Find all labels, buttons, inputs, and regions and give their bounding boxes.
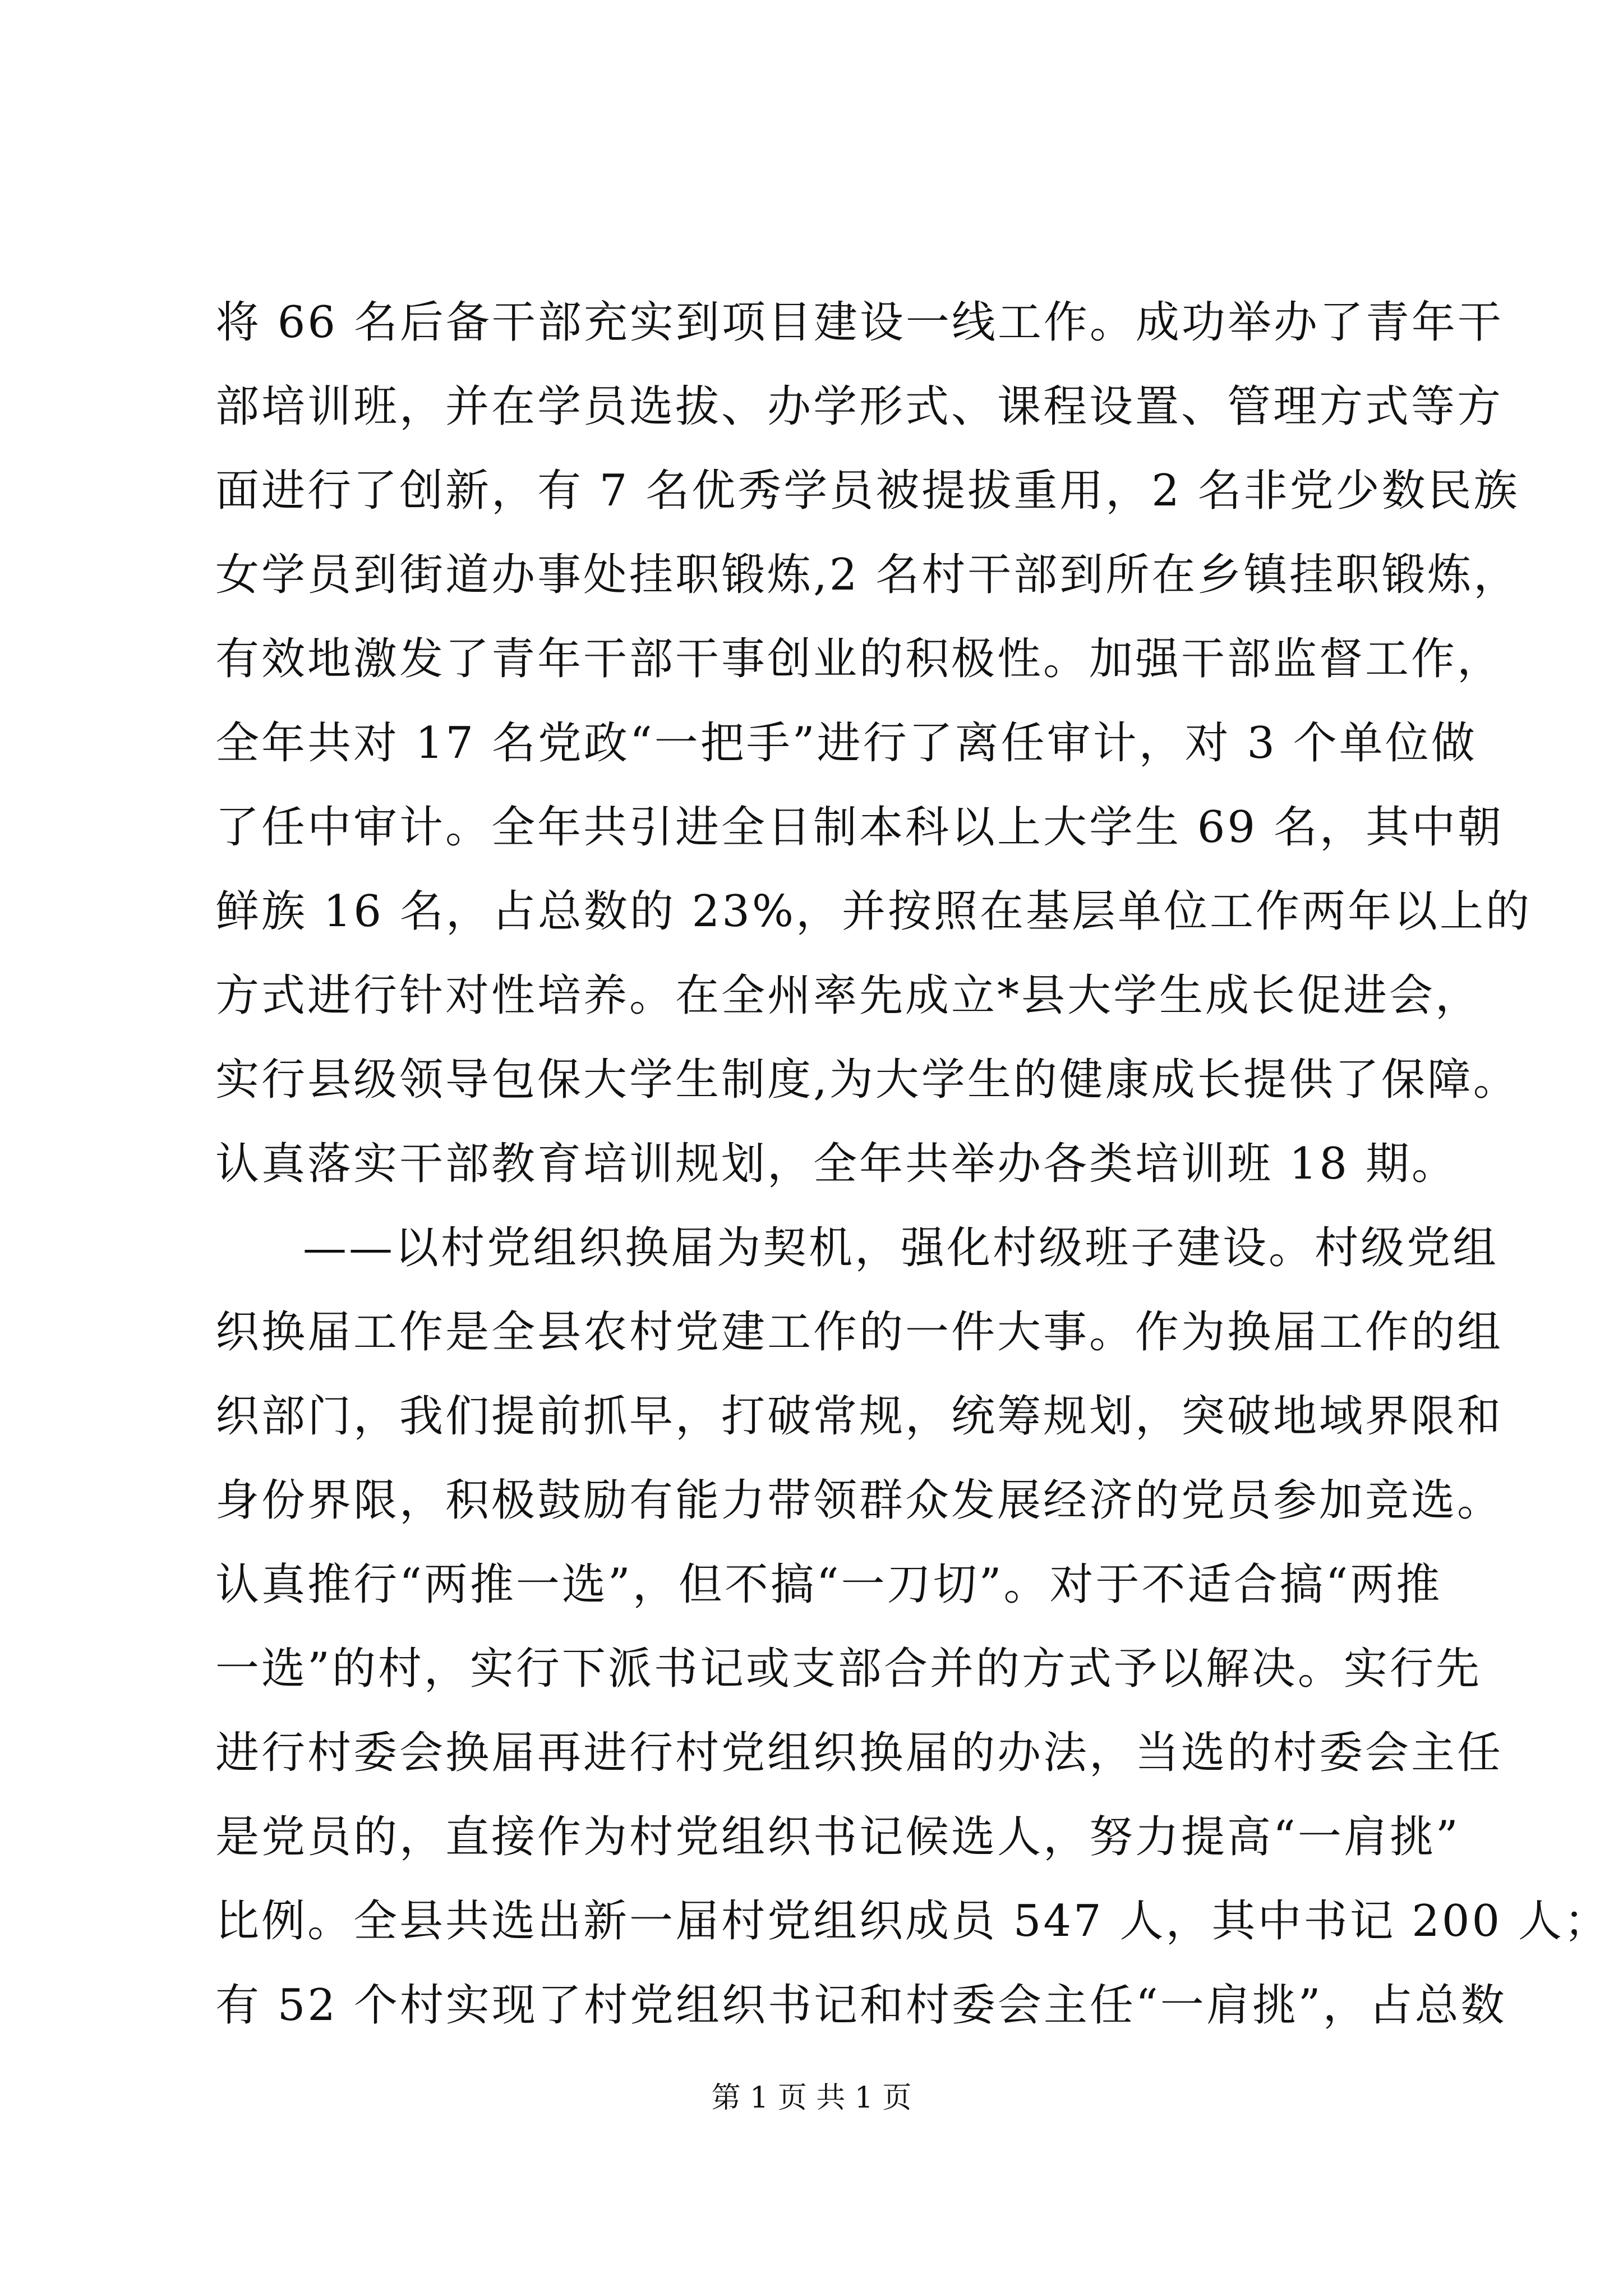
paragraph-line: 身份界限，积极鼓励有能力带领群众发展经济的党员参加竞选。	[215, 1475, 1504, 1526]
paragraph-line: 方式进行针对性培养。在全州率先成立*县大学生成长促进会，	[215, 970, 1482, 1021]
paragraph-line: 织部门，我们提前抓早，打破常规，统筹规划，突破地域界限和	[215, 1391, 1504, 1442]
paragraph-line: 有效地激发了青年干部干事创业的积极性。加强干部监督工作，	[215, 634, 1504, 684]
paragraph-line: 了任中审计。全年共引进全日制本科以上大学生 69 名，其中朝	[215, 802, 1504, 853]
paragraph-line: 女学员到街道办事处挂职锻炼,2 名村干部到所在乡镇挂职锻炼，	[215, 550, 1520, 600]
paragraph-line: 一选”的村，实行下派书记或支部合并的方式予以解决。实行先	[215, 1644, 1482, 1694]
paragraph-line: 鲜族 16 名，占总数的 23%，并按照在基层单位工作两年以上的	[215, 886, 1532, 937]
paragraph-line: 全年共对 17 名党政“一把手”进行了离任审计，对 3 个单位做	[215, 718, 1477, 769]
paragraph-line: 将 66 名后备干部充实到项目建设一线工作。成功举办了青年干	[215, 297, 1504, 348]
paragraph-line: ——以村党组织换届为契机，强化村级班子建设。村级党组	[303, 1223, 1499, 1273]
paragraph-line: 织换届工作是全县农村党建工作的一件大事。作为换届工作的组	[215, 1307, 1504, 1358]
paragraph-line: 是党员的，直接作为村党组织书记候选人，努力提高“一肩挑”	[215, 1812, 1460, 1862]
paragraph-2	[215, 1206, 1610, 2047]
paragraph-line: 进行村委会换届再进行村党组织换届的办法，当选的村委会主任	[215, 1728, 1504, 1778]
paragraph-line: 实行县级领导包保大学生制度,为大学生的健康成长提供了保障。	[215, 1055, 1519, 1105]
paragraph-line: 面进行了创新，有 7 名优秀学员被提拔重用，2 名非党少数民族	[215, 466, 1520, 516]
paragraph-line: 比例。全县共选出新一届村党组织成员 547 人，其中书记 200 人；	[215, 1896, 1610, 1947]
paragraph-line: 有 52 个村实现了村党组织书记和村委会主任“一肩挑”，占总数	[215, 1980, 1507, 2031]
paragraph-line: 认真落实干部教育培训规划，全年共举办各类培训班 18 期。	[215, 1139, 1458, 1189]
paragraph-line: 认真推行“两推一选”，但不搞“一刀切”。对于不适合搞“两推	[215, 1559, 1442, 1610]
paragraph-1	[215, 280, 1532, 1206]
document-body	[215, 280, 1610, 2047]
paragraph-line: 部培训班，并在学员选拔、办学形式、课程设置、管理方式等方	[215, 381, 1504, 432]
page-number-footer: 第 1 页 共 1 页	[711, 2081, 912, 2115]
